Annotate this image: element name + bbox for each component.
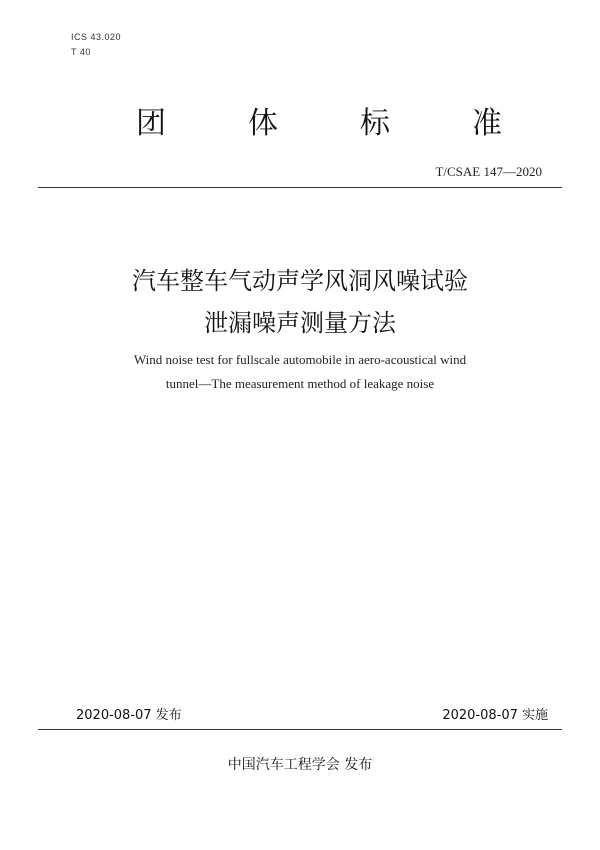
- standard-type-char: 团: [136, 106, 166, 141]
- top-divider: [38, 187, 562, 188]
- title-english-line-2: tunnel—The measurement method of leakage noise: [165, 376, 435, 391]
- publisher: 中国汽车工程学会 发布: [227, 757, 373, 773]
- ccs-code: T 40: [71, 47, 91, 57]
- bottom-divider: [38, 729, 562, 730]
- standard-type-char: 标: [360, 106, 390, 141]
- title-english-line-1: Wind noise test for fullscale automobile in aero-acoustical wind: [133, 352, 467, 367]
- title-chinese-line-2: 泄漏噪声测量方法: [204, 309, 396, 337]
- standard-type-heading: [136, 104, 502, 144]
- standard-type-char: 准: [472, 106, 502, 141]
- standard-number: T/CSAE 147—2020: [435, 164, 542, 179]
- issue-date: 2020-08-07 发布: [76, 708, 182, 723]
- ics-code: ICS 43.020: [71, 32, 122, 42]
- standard-type-char: 体: [248, 106, 278, 141]
- title-chinese-line-1: 汽车整车气动声学风洞风噪试验: [132, 267, 468, 295]
- implementation-date: 2020-08-07 实施: [442, 708, 548, 723]
